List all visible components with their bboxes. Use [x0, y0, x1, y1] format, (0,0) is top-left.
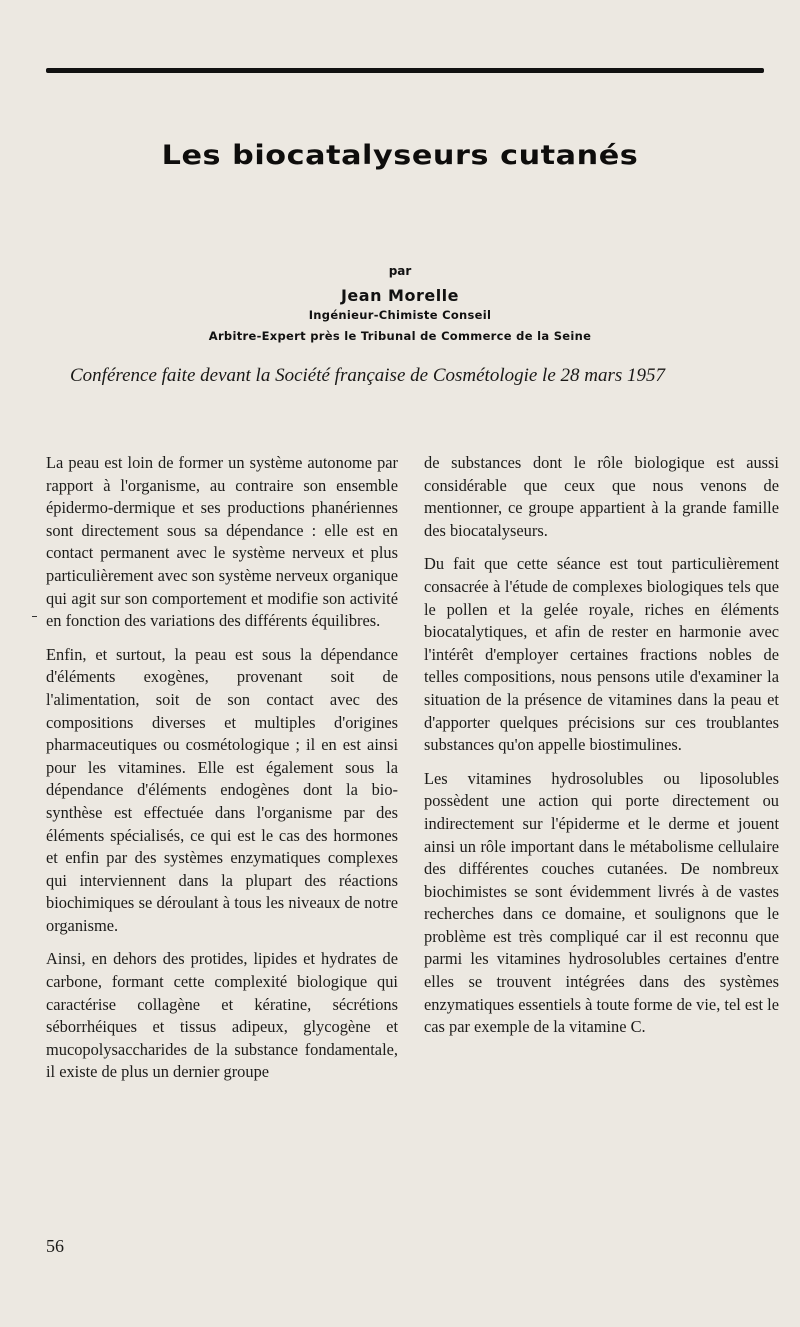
paragraph: Du fait que cette séance est tout particulièrement consacrée à l'étude de complexes biologiques tels que le pollen et la gelée royale, riches en éléments biocatalytiques, et afin de rester en harmonie avec l'intérêt d'employer certaines fractions nobles de telles compositions, nous pensons utile d'examiner la situation de la présence de vitamines dans la peau et d'apporter quelques précisions sur ces troublantes substances qu'on appelle biostimulines. [424, 554, 779, 755]
right-column [424, 452, 779, 1039]
article-title: Les biocatalyseurs cutanés [161, 140, 639, 171]
left-column [46, 452, 398, 1084]
conference-note: Conférence faite devant la Société française de Cosmétologie le 28 mars 1957 [70, 365, 666, 386]
header-rule [46, 68, 764, 73]
author-role-engineer: Ingénieur-Chimiste Conseil [308, 308, 492, 322]
paragraph: Ainsi, en dehors des protides, lipides et hydrates de carbone, formant cette complexité biologique qui caractérise collagène et kératine, sécrétions séborrhéiques et tissus adipeux, glycogène et mucopolysaccharides de la substance fondamentale, il existe de plus un dernier groupe [46, 949, 398, 1082]
page-number: 56 [46, 1236, 64, 1256]
author-role-arbiter: Arbitre-Expert près le Tribunal de Commerce de la Seine [208, 329, 592, 343]
paragraph: La peau est loin de former un système autonome par rapport à l'organisme, au contraire son ensemble épidermo-dermique et ses productions phanériennes sont directement sous sa dépendance : elle est en contact permanent avec le système nerveux et plus particulièrement avec son système nerveux organique qui agit sur son comportement et modifie son activité en fonction des variations des différents équilibres. [46, 453, 398, 631]
by-label: par [388, 264, 412, 278]
author-name: Jean Morelle [340, 286, 460, 305]
margin-mark [32, 616, 37, 617]
paragraph: Les vitamines hydrosolubles ou liposolubles possèdent une action qui porte directement ou indirectement sur l'épiderme et le derme et jouent ainsi un rôle important dans le métabolisme cellulaire des différentes couches cutanées. De nombreux biochimistes se sont évidemment livrés à de vastes recherches dans ce domaine, et soulignons que le problème est très compliqué car il est reconnu que parmi les vitamines hydrosolubles certaines d'entre elles se trouvent intégrées dans des systèmes enzymatiques essentiels à toute forme de vie, tel est le cas par exemple de la vitamine C. [424, 768, 780, 1037]
paragraph: Enfin, et surtout, la peau est sous la dépendance d'éléments exogènes, provenant soit de l'alimentation, soit de son contact avec des compositions diverses et multiples d'origines pharmaceutiques ou cosmétologique ; il en est ainsi pour les vitamines. Elle est également sous la dépendance d'éléments endogènes dont la bio-synthèse est effectuée dans l'organisme par des éléments spécialisés, ce qui est le cas des hormones et enfin par des systèmes enzymatiques complexes qui interviennent dans la plupart des réactions biochimiques se déroulant à tous les niveaux de notre organisme. [46, 644, 398, 935]
paragraph: de substances dont le rôle biologique est aussi considérable que ceux que nous venons de mentionner, ce groupe appartient à la grande famille des biocatalyseurs. [424, 453, 779, 540]
